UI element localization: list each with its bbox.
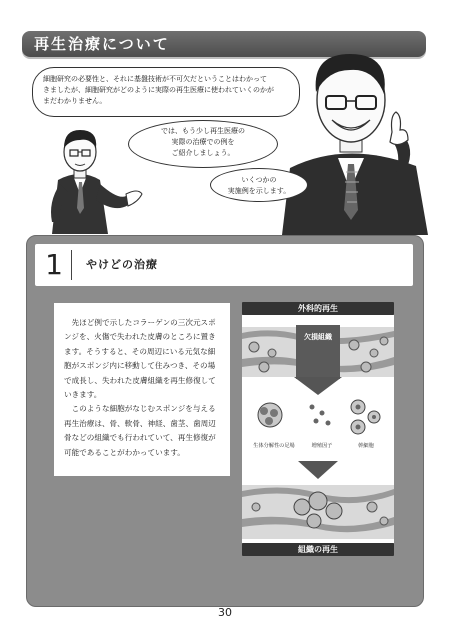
body-textbox: [54, 303, 230, 476]
example-line-1: いくつかの: [241, 176, 277, 184]
damage-label: 欠損組織: [304, 333, 332, 341]
question-line-3: まだわかりません。: [43, 97, 107, 105]
question-line-1: 細胞研究の必要性と、それに基盤技術が不可欠だということはわかって: [43, 75, 267, 83]
page-title: 再生治療について: [34, 35, 170, 53]
diagram-top-label: 外科的再生: [242, 302, 394, 315]
regeneration-diagram: [242, 315, 394, 543]
diagram-bottom-label: 組織の再生: [242, 543, 394, 556]
example-line-2: 実施例を示します。: [227, 187, 291, 195]
caption-growth-factor: 増殖因子: [311, 443, 333, 449]
question-line-2: きましたが、細胞研究がどのように実際の再生医療に使われていくのかが: [43, 86, 274, 94]
body-paragraph-2: このような細胞がなじむスポンジを与える再生治療は、骨、軟骨、神経、歯茎、歯周辺骨などの組織でも行われていて、再生修復が可能であることがわかっています。: [64, 404, 216, 457]
section-title: やけどの治療: [86, 258, 158, 271]
reply-line-2: 実際の治療での例を: [171, 138, 235, 146]
professor-illustration: [266, 40, 436, 235]
section-divider: [71, 250, 72, 280]
caption-stem-cell: 幹細胞: [358, 443, 374, 449]
example-bubble: [210, 168, 308, 202]
reply-bubble: [128, 120, 278, 168]
section-number: 1: [45, 248, 63, 281]
caption-scaffold: 生体分解性の足場: [253, 443, 295, 449]
body-paragraph-1: 先ほど例で示したコラーゲンの三次元スポンジを、火傷で失われた皮膚のところに置きます。そうすると、その周辺にいる元気な細胞がスポンジ内に移動して住みつき、その場で成長し、失われた皮膚組織を再生修復していきます。: [64, 318, 216, 400]
reply-line-1: では、もう少し再生医療の: [161, 127, 245, 135]
question-bubble: [32, 67, 300, 117]
page-number: 30: [218, 606, 232, 619]
reply-line-3: ご紹介しましょう。: [171, 149, 235, 157]
